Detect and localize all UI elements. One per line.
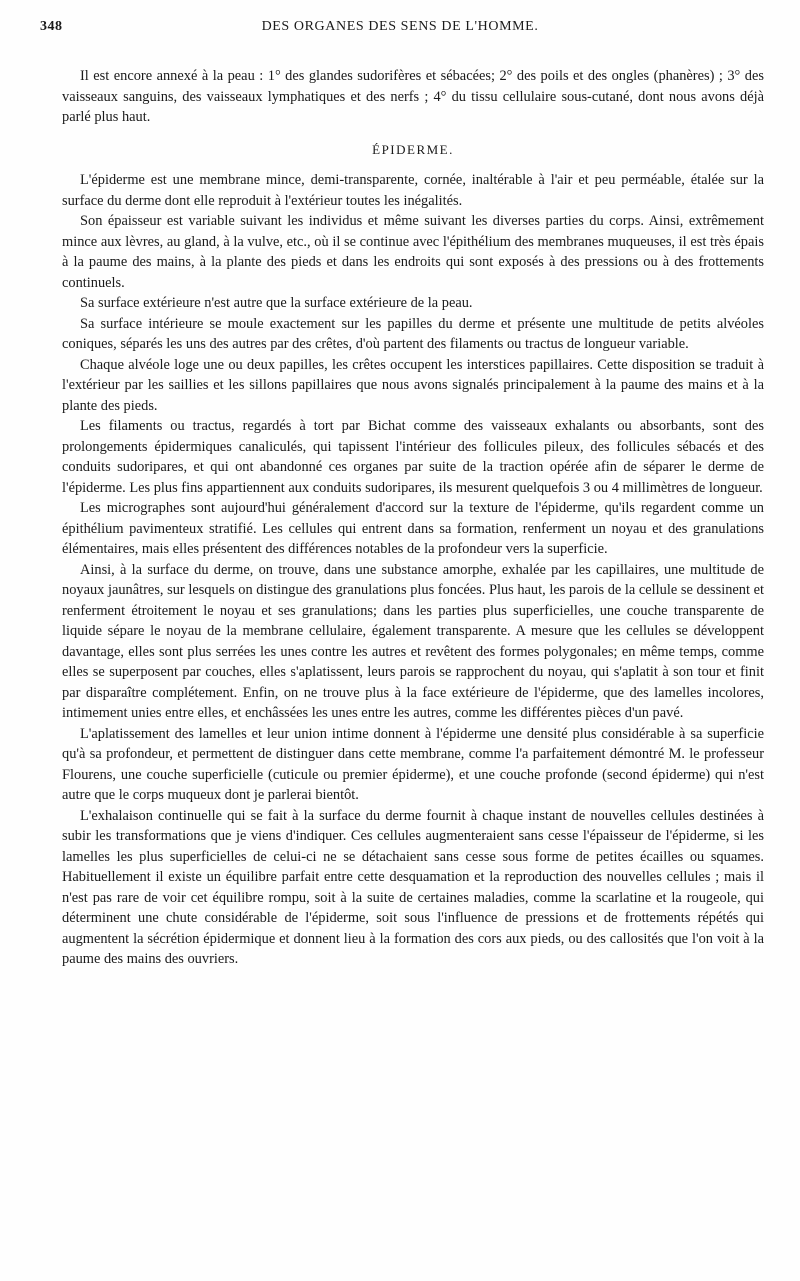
paragraph-surface-derme: Ainsi, à la surface du derme, on trouve, dans une substance amorphe, exhalée par les capillaires, une multitude de noyaux jaunâtres, sur lesquels on distingue des granulations plus foncées. Plus haut, les parois de la cellule se dessinent et renferment étroitement le noyau et ses granulations; dans les parties plus superficielles, une couche transparente de liquide sépare le noyau de la membrane cellulaire, également transparente. A mesure que les cellules se développent davantage, elles sont plus serrées les unes contre les autres et revêtent des formes polygonales; en même temps, comme elles se superposent par couches, elles s'aplatissent, leurs parois se rapprochent du noyau, qui s'aplatit à son tour et finit par disparaître complétement. Enfin, on ne trouve plus à la face extérieure de l'épiderme, que des lamelles incolores, intimement unies entre elles, et enchâssées les unes entre les autres, comme les différentes pièces d'un pavé. xyxy=(62,561,764,721)
running-head xyxy=(40,19,760,43)
paragraph-exhalaison: L'exhalaison continuelle qui se fait à la surface du derme fournit à chaque instant de nouvelles cellules destinées à subir les transformations que je viens d'indiquer. Ces cellules augmenteraient sans cesse l'épaisseur de l'épiderme, si les lamelles les plus superficielles de celui-ci ne se détachaient sans cesse sous forme de petites écailles ou squames. Habituellement il existe un équilibre parfait entre cette desquamation et la reproduction des nouvelles cellules ; mais il n'est pas rare de voir cet équilibre rompu, soit à la suite de certaines maladies, comme la scarlatine et la rougeole, qui déterminent une chute considérable de l'épiderme, soit sous l'influence de pressions et de frottements répétés qui augmentent la sécrétion épidermique et donnent lieu à la formation des cors aux pieds, ou des callosités que l'on voit à la paume des mains des ouvriers. xyxy=(62,807,764,967)
body-text xyxy=(62,66,764,970)
paragraph-filaments: Les filaments ou tractus, regardés à tort par Bichat comme des vaisseaux exhalants ou absorbants, sont des prolongements épidermiques canaliculés, qui tapissent l'intérieur des follicules pileux, des follicules sébacés et des conduits sudoripares, et qui ont abandonné ces organes par suite de la traction opérée afin de séparer le derme de l'épiderme. Les plus fins appartiennent aux conduits sudoripares, ils mesurent quelquefois 3 ou 4 millimètres de longueur. xyxy=(62,418,764,496)
paragraph-aplatissement: L'aplatissement des lamelles et leur union intime donnent à l'épiderme une densité plus considérable à sa superficie qu'à sa profondeur, et permettent de distinguer dans cette membrane, comme l'a parfaitement démontré M. le professeur Flourens, une couche superficielle (cuticule ou premier épiderme), et une couche profonde (second épiderme) qui n'est autre que le corps muqueux dont je parlerai bientôt. xyxy=(62,725,764,803)
paragraph-micrographes: Les micrographes sont aujourd'hui généralement d'accord sur la texture de l'épiderme, qu'ils regardent comme un épithélium pavimenteux stratifié. Les cellules qui entrent dans sa formation, renferment un noyau et des granulations élémentaires, mais elles présentent des différences notables de la profondeur vers la superficie. xyxy=(62,500,764,557)
paragraph-surface-interieure: Sa surface intérieure se moule exactement sur les papilles du derme et présente une multitude de petits alvéoles coniques, séparés les uns des autres par des crêtes, d'où partent des filaments ou tractus de longueur variable. xyxy=(62,315,764,352)
paragraph-epiderme-definition: L'épiderme est une membrane mince, demi-transparente, cornée, inaltérable à l'air et peu perméable, étalée sur la surface du derme dont elle reproduit à l'extérieur toutes les inégalités. xyxy=(62,172,764,209)
section-heading: ÉPIDERME. xyxy=(372,141,454,157)
intro-paragraph: Il est encore annexé à la peau : 1° des glandes sudorifères et sébacées; 2° des poils et des ongles (phanères) ; 3° des vaisseaux sanguins, des vaisseaux lymphatiques et des nerfs ; 4° du tissu cellulaire sous-cutané, dont nous avons déjà parlé plus haut. xyxy=(62,68,764,125)
paragraph-surface-exterieure: Sa surface extérieure n'est autre que la surface extérieure de la peau. xyxy=(80,295,473,311)
paragraph-epaisseur: Son épaisseur est variable suivant les individus et même suivant les diverses parties du corps. Ainsi, extrêmement mince aux lèvres, au gland, à la vulve, etc., où il se continue avec l'épithélium des membranes muqueuses, il est très épais à la paume des mains, à la plante des pieds et dans les endroits qui sont exposés à des pressions ou à des frottements continuels. xyxy=(62,213,764,291)
page-number: 348 xyxy=(40,19,63,34)
paragraph-alveoles: Chaque alvéole loge une ou deux papilles, les crêtes occupent les interstices papillaires. Cette disposition se traduit à l'extérieur par les saillies et les sillons papillaires que nous avons signalés principalement à la paume des mains et à la plante des pieds. xyxy=(62,356,764,414)
running-title: DES ORGANES DES SENS DE L'HOMME. xyxy=(261,19,539,34)
